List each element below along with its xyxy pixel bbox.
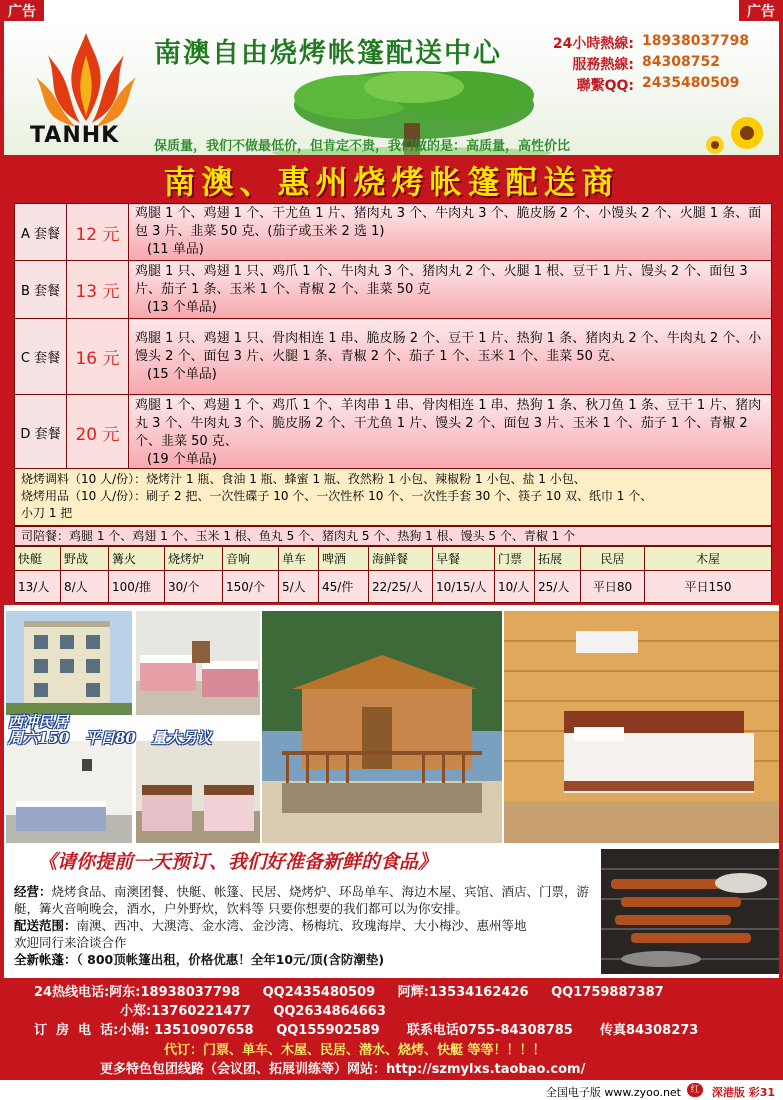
footer-site: 全国电子版 www.zyoo.net: [545, 1086, 681, 1099]
seasoning-box: [14, 468, 772, 526]
price-header-cell: 海鲜餐: [369, 547, 433, 571]
contact-label: 聯繫QQ:: [576, 78, 634, 94]
package-items: [129, 395, 772, 471]
contact-label: 服務熱線:: [572, 57, 634, 73]
package-name: A 套餐: [15, 204, 67, 261]
package-name: D 套餐: [15, 395, 67, 471]
info-section: [4, 843, 779, 978]
price-header-cell: 拓展: [535, 547, 581, 571]
package-item-list: 鸡腿 1 只、鸡翅 1 只、鸡爪 1 个、牛肉丸 3 个、猪肉丸 2 个、火腿 1 根、豆干 1 片、馒头 2 个、面包 3 片、茄子 1 条、玉米 1 个、青椒 2 个、韭菜 50 克: [135, 263, 748, 297]
price-value-cell: 平日80: [581, 571, 645, 603]
supplies-line-cont: 小刀 1 把: [21, 506, 73, 520]
photo-caption-title: 西冲民居: [8, 713, 69, 731]
hotline-row: 24热线电话:阿东:18938037798 QQ2435480509 阿辉:13534162426 QQ1759887387: [34, 985, 664, 1000]
contact-row: [546, 54, 776, 75]
package-item-list: 鸡腿 1 只、鸡翅 1 只、骨肉相连 1 串、脆皮肠 2 个、豆干 1 片、热狗 1 条、猪肉丸 2 个、牛肉丸 2 个、小馒头 2 个、面包 3 片、火腿 1 条、青椒 2 个、茄子 1 个、玉米 1 个、韭菜 50 克、: [135, 330, 762, 364]
cabin-interior-photo: [504, 611, 779, 843]
reservation-slogan: 《请你提前一天预订、我们好准备新鲜的食品》: [38, 851, 438, 873]
price-table: [14, 546, 772, 603]
tagline: 保质量，我们不做最低价，但肯定不贵，我们做的是：高质量，高性价比: [154, 139, 571, 154]
package-count: (15 个单品): [147, 366, 217, 382]
package-name: B 套餐: [15, 261, 67, 319]
welcome-text: 欢迎同行来洽谈合作: [14, 935, 127, 950]
business-scope: [14, 883, 604, 917]
contact-value: 2435480509: [642, 75, 740, 91]
bottom-contacts: [4, 978, 779, 1080]
package-count: (19 个单品): [147, 451, 217, 467]
edition-badge: 红: [687, 1083, 703, 1097]
package-price: 13 元: [67, 261, 129, 319]
escort-meal: 司陪餐：鸡腿 1 个、鸡翅 1 个、玉米 1 根、鱼丸 5 个、猪肉丸 5 个、热狗 1 根、馒头 5 个、青椒 1 个: [14, 526, 772, 546]
business-text: 烧烤食品、南澳团餐、快艇、帐篷、民居、烧烤炉、环岛单车、海边木屋、宾馆、酒店、门票，游艇，篝火音响晚会，酒水，户外野炊，饮料等 只要你想要的我们都可以为你安排。: [14, 884, 590, 916]
package-item-list: 鸡腿 1 个、鸡翅 1 个、鸡爪 1 个、羊肉串 1 串、骨肉相连 1 串、热狗 1 条、秋刀鱼 1 条、豆干 1 片、猪肉丸 3 个、牛肉丸 3 个、脆皮肠 2 个、干尤鱼 1 片、馒头 2 个、面包 3 片、玉米 1 个、茄子 1 个、青椒 2 个、韭菜 50 克、: [135, 397, 762, 449]
price-value-cell: 5/人: [279, 571, 319, 603]
booking-services-row: 代订：门票、单车、木屋、民居、潜水、烧烤、快艇 等等！！！！: [164, 1043, 546, 1058]
price-value-cell: 100/推: [109, 571, 165, 603]
price-value-cell: 10/15/人: [433, 571, 495, 603]
sunflower-icon: [695, 111, 775, 155]
bbq-skewers-photo: [601, 849, 779, 974]
package-count: (13 个单品): [147, 299, 217, 315]
contact-row: [546, 75, 776, 96]
package-row: [15, 319, 772, 395]
price-value-cell: 45/件: [319, 571, 369, 603]
price-header-cell: 啤酒: [319, 547, 369, 571]
ad-label-right: 广告: [739, 0, 783, 21]
package-items: [129, 319, 772, 395]
price-header-cell: 单车: [279, 547, 319, 571]
main-section: [4, 155, 779, 605]
info-text: [14, 883, 604, 968]
contact-label: 24小時熱線:: [552, 36, 634, 52]
header: [4, 21, 779, 155]
package-price: 20 元: [67, 395, 129, 471]
price-header-cell: 门票: [495, 547, 535, 571]
price-header-row: [15, 547, 772, 571]
contact-block: [546, 33, 776, 96]
photo-collage: [4, 607, 779, 843]
price-header-cell: 早餐: [433, 547, 495, 571]
price-header-cell: 快艇: [15, 547, 61, 571]
seasoning-line: 烧烤调料（10 人/份）：烧烤汁 1 瓶、食油 1 瓶、蜂蜜 1 瓶、孜然粉 1 小包、辣椒粉 1 小包、盐 1 小包、: [21, 472, 586, 486]
tent-offer: [14, 951, 604, 968]
booking-row: 订 房 电 话:小娟: 13510907658 QQ155902589 联系电话0755-84308785 传真84308273: [34, 1023, 699, 1038]
package-item-list: 鸡腿 1 个、鸡翅 1 个、干尤鱼 1 片、猪肉丸 3 个、牛肉丸 3 个、脆皮肠 2 个、小馒头 2 个、火腿 1 条、面包 3 片、韭菜 50 克、(茄子或玉米 2 选 1): [135, 206, 762, 239]
package-price: 16 元: [67, 319, 129, 395]
price-value-cell: 150/个: [223, 571, 279, 603]
guesthouse-photo: [6, 611, 132, 715]
logo-text: TANHK: [30, 123, 120, 148]
package-items: [129, 261, 772, 319]
price-value-cell: 平日150: [645, 571, 772, 603]
contact-value: 18938037798: [642, 33, 750, 49]
supplies-line: 烧烤用品（10 人/份）：刷子 2 把、一次性碟子 10 个、一次性杯 10 个、一次性手套 30 个、筷子 10 双、纸巾 1 个、: [21, 489, 653, 503]
price-header-cell: 野战: [61, 547, 109, 571]
contact-row: [546, 33, 776, 54]
package-row: [15, 204, 772, 261]
package-row: [15, 395, 772, 471]
price-value-cell: 25/人: [535, 571, 581, 603]
brand-title: 南澳自由烧烤帐篷配送中心: [154, 38, 502, 69]
tent-text: （ 800顶帐篷出租，价格优惠！全年10元/顶(含防潮垫): [76, 952, 385, 967]
photo-caption-price: 周六150 平日80 量大另议: [8, 729, 212, 747]
package-name: C 套餐: [15, 319, 67, 395]
price-header-cell: 木屋: [645, 547, 772, 571]
price-value-cell: 13/人: [15, 571, 61, 603]
price-header-cell: 民居: [581, 547, 645, 571]
contact-value: 84308752: [642, 54, 720, 70]
bedroom-photo: [136, 611, 260, 715]
price-header-cell: 烧烤炉: [165, 547, 223, 571]
price-header-cell: 篝火: [109, 547, 165, 571]
package-items: [129, 204, 772, 261]
business-label: 经营：: [14, 884, 52, 899]
website-row: 更多特色包团线路（会议团、拓展训练等）网站：http://szmylxs.taobao.com/: [100, 1062, 586, 1077]
price-header-cell: 音响: [223, 547, 279, 571]
price-value-cell: 8/人: [61, 571, 109, 603]
banner-title: 南澳、惠州烧烤帐篷配送商: [163, 163, 620, 201]
delivery-range: [14, 917, 604, 934]
ad-label-left: 广告: [0, 0, 44, 21]
footer-edition: 深港版 彩31: [711, 1086, 775, 1099]
price-value-row: [15, 571, 772, 603]
delivery-text: 南澳、西冲、大澳湾、金水湾、金沙湾、杨梅坑、玫瑰海岸、大小梅沙、惠州等地: [76, 918, 527, 933]
package-count: (11 单品): [147, 242, 204, 257]
contact-row-zheng: 小郑:13760221477 QQ2634864663: [120, 1004, 386, 1019]
package-row: [15, 261, 772, 319]
room-photo: [6, 741, 132, 843]
package-price: 12 元: [67, 204, 129, 261]
twin-room-photo: [136, 741, 260, 843]
price-value-cell: 22/25/人: [369, 571, 433, 603]
package-table: [14, 203, 772, 471]
price-value-cell: 30/个: [165, 571, 223, 603]
delivery-label: 配送范围：: [14, 918, 77, 933]
tent-label: 全新帐蓬：: [14, 952, 77, 967]
wooden-cabin-photo: [262, 611, 502, 843]
footer: [0, 1080, 783, 1100]
price-value-cell: 10/人: [495, 571, 535, 603]
